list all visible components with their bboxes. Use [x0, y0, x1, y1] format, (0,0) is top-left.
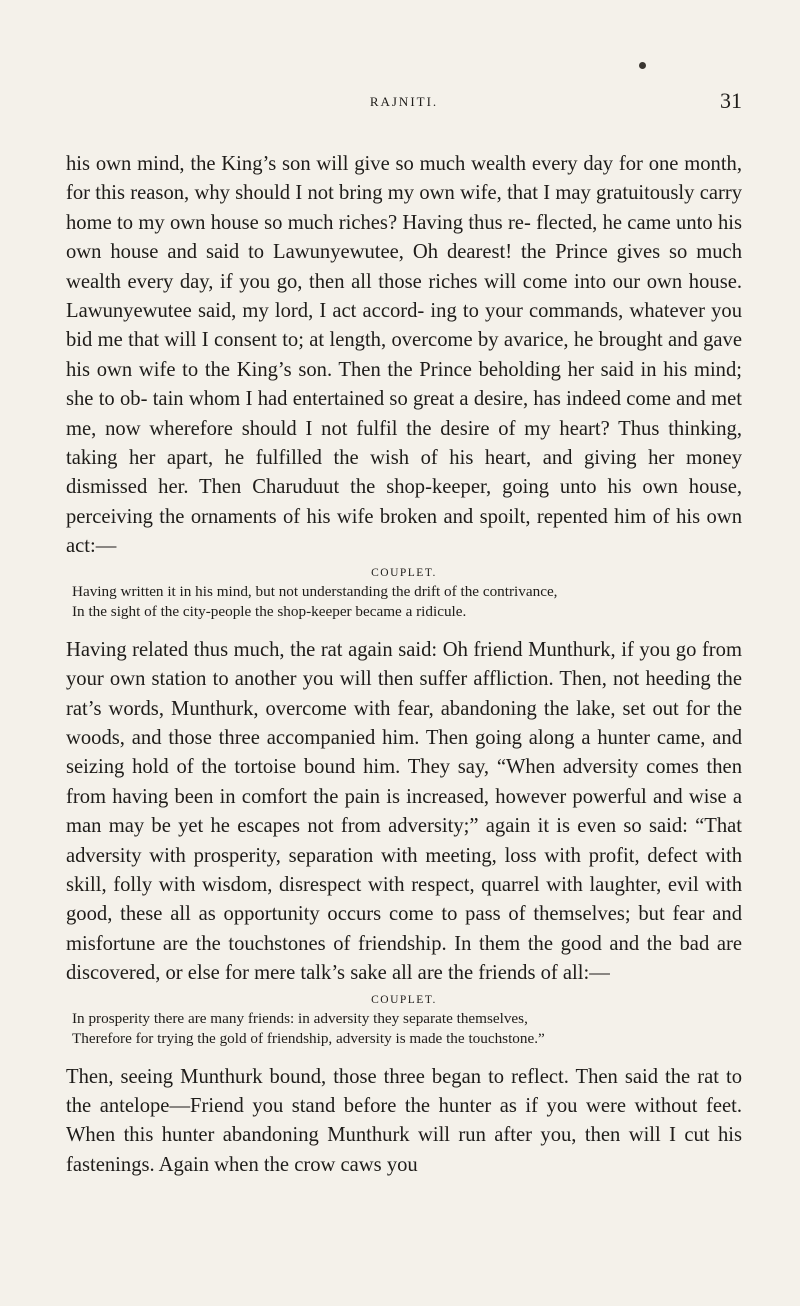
- couplet-2: [66, 991, 742, 1049]
- couplet-1-line-2: In the sight of the city-people the shop-keeper became a ridicule.: [72, 602, 467, 620]
- paragraph-2: Having related thus much, the rat again said: Oh friend Munthurk, if you go from your own station to another you will then suffer affliction. Then, not heeding the rat’s words, Munthurk, overcome with fear, abandoning the lake, set out for the woods, and those three accompanied him. Then going along a hunter came, and seizing hold of the tortoise bound him. They say, “When adversity comes then from having been in comfort the pain is increased, however powerful and wise a man may be yet he escapes not from adversity;” again it is even so said: “That adversity with prosperity, separation with meeting, loss with profit, defect with skill, folly with wisdom, disrespect with respect, quarrel with laughter, evil with good, these all as opportunity occurs come to pass of themselves; but fear and misfortune are the touchstones of friendship. In them the good and the bad are discovered, or else for mere talk’s sake all are the friends of all:—: [66, 638, 742, 985]
- running-title: RAJNITI.: [369, 94, 439, 109]
- couplet-1-heading: COUPLET.: [371, 566, 437, 579]
- couplet-2-line-1: In prosperity there are many friends: in adversity they separate themselves,: [72, 1009, 528, 1027]
- paragraph-3: Then, seeing Munthurk bound, those three began to reflect. Then said the rat to the antelope—Friend you stand before the hunter as if you were without feet. When this hunter abandoning Munthurk will run after you, then will I cut his fastenings. Again when the crow caws you: [66, 1065, 742, 1176]
- couplet-1: [66, 564, 742, 622]
- couplet-1-line-1: Having written it in his mind, but not understanding the drift of the contrivance,: [72, 582, 558, 600]
- printer-mark: [639, 62, 646, 69]
- paragraph-1: his own mind, the King’s son will give so much wealth every day for one month, for this reason, why should I not bring my own wife, that I may gratuitously carry home to my own house so much riches? Having thus re- flected, he came unto his own house and said to Lawunyewutee, Oh dearest! the Prince gives so much wealth every day, if you go, then all those riches will come into our own house. Lawunyewutee said, my lord, I act accord- ing to your commands, whatever you bid me that will I consent to; at length, overcome by avarice, he brought and gave his own wife to the King’s son. Then the Prince beholding her said in his mind; she to ob- tain whom I had entertained so great a desire, has indeed come and met me, now wherefore should I not fulfil the desire of my heart? Thus thinking, taking her apart, he fulfilled the wish of his heart, and giving her money dismissed her. Then Charuduut the shop-keeper, going unto his own house, perceiving the ornaments of his wife broken and spoilt, repented him of his own act:—: [66, 153, 742, 558]
- couplet-2-heading: COUPLET.: [371, 993, 437, 1006]
- page-content: [66, 150, 742, 1180]
- page-number: 31: [720, 88, 742, 113]
- running-head: [66, 50, 742, 113]
- couplet-2-line-2: Therefore for trying the gold of friendship, adversity is made the touchstone.”: [72, 1029, 545, 1047]
